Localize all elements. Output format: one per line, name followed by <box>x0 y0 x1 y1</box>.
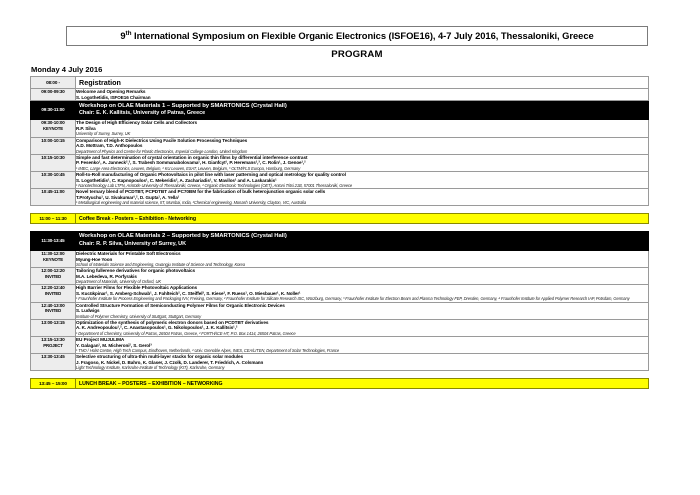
talk-row <box>31 285 649 302</box>
talk-authors: M.A. Lebedeva, R. Porfyrakis <box>76 273 137 279</box>
talk-title: Selective structuring of ultra-thin multi-layer stacks for organic solar modules <box>76 354 244 360</box>
session-chair: Chair: E. K. Kallitsis, University of Patras, Greece <box>79 110 206 117</box>
registration-time: 08:00 - <box>31 77 76 89</box>
talk-title: Dielectric Materials for Printable Soft Electronics <box>76 251 181 256</box>
talk-details <box>76 120 649 137</box>
session-time: 09:30-11:00 <box>31 101 76 120</box>
talk-title: EU Project MUJULIMA <box>76 336 125 342</box>
coffee-break-bar <box>30 213 649 223</box>
break-label: Coffee Break - Posters – Exhibition - Networking <box>76 214 649 223</box>
talk-time: 12:40-13:00 INVITED <box>31 302 76 319</box>
break-time: 11:00 – 11:30 <box>31 214 76 223</box>
talk-authors: S. Logothetidis, ISFOE16 Chairman <box>76 94 151 100</box>
talk-type-badge: INVITED <box>44 290 62 296</box>
talk-title: Welcome and Opening Remarks <box>76 89 146 94</box>
program-table-body-1 <box>31 77 649 206</box>
talk-type-badge: KEYNOTE <box>42 256 64 262</box>
break-time: 13:45 – 15:00 <box>31 379 76 388</box>
talk-title: Comparison of High-K Dielectrics Using Facile Solution Processing Techniques <box>76 137 248 143</box>
talk-authors: A.D. Mottram, T.D. Anthopoulos <box>76 143 143 149</box>
talk-type-badge: INVITED <box>44 308 62 314</box>
talk-type-badge: INVITED <box>44 273 62 279</box>
talk-time: 10:30-10:45 <box>31 171 76 188</box>
talk-time: 12:00-12:20 INVITED <box>31 268 76 285</box>
title-ordinal: 9 <box>120 30 126 41</box>
talk-title: Controlled Structure Formation of Semiconducting Polymer Films for Organic Electronic Devices <box>76 302 285 308</box>
break-row <box>31 214 649 223</box>
session-banner <box>76 101 649 120</box>
talk-time: 11:30-12:00 KEYNOTE <box>31 251 76 268</box>
talk-time: 12:20-12:40 INVITED <box>31 285 76 302</box>
session-banner-row <box>31 101 649 120</box>
talk-affiliation: Light Technology Institute, Karlsruhe Institute of Technology (KIT), Karlsruhe, Germany <box>76 365 225 371</box>
talk-authors: S. Kucükpinar¹, S. Amberg-Schwab¹, J. Fahlteich², C. Steiffel³, S. Kiese³, F. Ruess¹, O. Miesbauer¹, K. Noller¹ <box>76 290 301 296</box>
talk-title: Simple and fast determination of crystal orientation in organic thin films by differential interference contrast <box>76 154 308 160</box>
talk-title: High Barrier Films for Flexible Photovoltaic Applications <box>76 285 198 291</box>
talk-details <box>76 285 649 302</box>
talk-row <box>31 251 649 268</box>
talk-affiliation: ¹ TNO / Holst Centre, High Tech Campus, Eindhoven, Netherlands, ² Univ. Grenoble Alpes, INES, CEA/LITEN, Department of Solar Technologies, France <box>76 348 340 354</box>
talk-affiliation: Department of Physics and Centre for Plastic Electronics, Imperial College London, United Kingdom <box>76 148 248 154</box>
talk-time: 10:15-10:30 <box>31 154 76 171</box>
talk-affiliation: ¹ Metallurgical engineering and material science, IIT, Mumbai, India, ²Chemical engineering, Monash University, Clayton, VIC, Australia <box>76 200 307 206</box>
talk-row <box>31 302 649 319</box>
session-chair: Chair: R. P. Silva, University of Surrey, UK <box>79 240 187 247</box>
talk-row <box>31 120 649 137</box>
session-title: Workshop on OLAE Materials 2 – Supported by SMARTONICS (Crystal Hall) <box>79 233 287 240</box>
talk-authors: Myung-Hoe Yoon <box>76 256 113 262</box>
talk-row <box>31 268 649 285</box>
session-time: 11:30-13:45 <box>31 231 76 250</box>
talk-details <box>76 89 649 101</box>
talk-authors: P. Fesenko¹, A. Janneck²,³, S. Trabesh Sommanabolovama¹, H. Gianfcyt¹, P. Heremans¹,³, C. Rolin¹, J. Genoe¹,² <box>76 160 306 166</box>
talk-row <box>31 336 649 353</box>
session-banner <box>76 231 649 250</box>
talk-authors: S. Ludwigs <box>76 308 100 314</box>
program-heading: PROGRAM <box>331 49 383 60</box>
break-label: LUNCH BREAK – POSTERS – EXHIBITION – NETWORKING <box>76 379 649 388</box>
registration-row <box>31 77 649 89</box>
talk-time: 09:30-10:00 KEYNOTE <box>31 120 76 137</box>
talk-time: 13:15-13:30 PROJECT <box>31 336 76 353</box>
session-title: Workshop on OLAE Materials 1 – Supported by SMARTONICS (Crystal Hall) <box>79 102 287 109</box>
session-banner-row <box>31 231 649 250</box>
talk-time: 10:00-10:15 <box>31 137 76 154</box>
talk-time: 13:00-13:15 <box>31 319 76 336</box>
talk-details <box>76 268 649 285</box>
talk-row <box>31 171 649 188</box>
talk-details <box>76 319 649 336</box>
talk-row <box>31 354 649 371</box>
registration-label: Registration <box>76 77 649 89</box>
talk-affiliation: University of Surrey, Surrey, UK <box>76 131 131 137</box>
program-table-morning <box>30 76 649 206</box>
talk-row <box>31 154 649 171</box>
talk-affiliation: ¹ Department of Chemistry, University of Patras, 26504 Patras, Greece, ² FORTH/ICE-HT, P.O. Box 1414, 26504 Patras, Greece <box>76 330 296 336</box>
talk-row <box>31 137 649 154</box>
lunch-break-bar <box>30 378 649 388</box>
break-row <box>31 379 649 388</box>
talk-row <box>31 189 649 206</box>
program-table-body-2 <box>31 231 649 371</box>
talk-title: The Design of High Efficiency Solar Cells and Collectors <box>76 120 198 126</box>
program-table-midday <box>30 231 649 372</box>
symposium-title <box>66 26 648 46</box>
program-date: Monday 4 July 2016 <box>31 65 103 74</box>
talk-time: 10:45-11:00 <box>31 189 76 206</box>
talk-time: 13:30-13:45 <box>31 354 76 371</box>
talk-authors: A. K. Andreopoulou¹,², C. Anastasopoulos¹, G. Nikolopoulos¹, J. K. Kallitsis¹,² <box>76 325 238 331</box>
talk-title: Tailoring fullerene derivatives for organic photovoltaics <box>76 268 196 274</box>
talk-row <box>31 319 649 336</box>
talk-details <box>76 189 649 206</box>
talk-title: Roll-to-Roll manufacturing of Organic Photovoltaics in pilot line with laser patterning and optical metrology for quality control <box>76 171 346 177</box>
title-text: International Symposium on Flexible Organic Electronics (ISFOE16), 4-7 July 2016, Thessaloniki, Greece <box>131 30 594 41</box>
talk-details <box>76 302 649 319</box>
talk-affiliation: ¹ Nanotechnology Lab LTFN, Aristotle University of Thessaloniki, Greece, ² Organic Electronic Technologies (OET), Antoni Tritsi 21B, 57001 Thessaloniki, Greece <box>76 183 353 189</box>
talk-affiliation: School of Materials Science and Engineering, Gwangju Institute of Science and Technology, Korea <box>76 262 245 268</box>
talk-details <box>76 154 649 171</box>
talk-type-badge: KEYNOTE <box>42 125 64 131</box>
talk-affiliation: ¹ IMEC, Large Area Electronics, Leuven, Belgium, ² KU Leuven, ESAT, Leuven, Belgium, ³ OLTM/FLS Europa, Hamburg, Germany <box>76 165 301 171</box>
talk-affiliation: Institute of Polymer Chemistry, University of Stuttgart, Stuttgart, Germany <box>76 313 202 319</box>
talk-time: 09:00-09:30 <box>31 89 76 101</box>
talk-type-badge: PROJECT <box>43 342 63 348</box>
talk-affiliation: Department of Materials, University of Oxford, UK <box>76 279 161 285</box>
talk-affiliation: ¹ Fraunhofer Institute for Process Engineering and Packaging IVV, Freising, Germany, ² Fraunhofer Institute for Silicate Research ISC, Würzburg, Germany, ³ Fraunhofer Institute for Electron Beam and Plasma Technology FEP, Dresden, Germany, ⁴ Fraunhofer Institute for Applied Polymer Research IAP, Potsdam, Germany <box>76 296 630 302</box>
talk-details <box>76 137 649 154</box>
talk-authors: T.Protyuchu¹, U. Sivakumar¹,², D. Gupta¹, A. Yella¹ <box>76 194 180 200</box>
talk-authors: S. Logothetidis¹, C. Kapnopoulos¹, C. Mekeridis², A. Zachariadis¹, V. Mavilos¹ and A. Laskarakis¹ <box>76 177 277 183</box>
talk-row <box>31 89 649 101</box>
talk-details <box>76 171 649 188</box>
talk-authors: R.P. Silva <box>76 125 96 131</box>
talk-details <box>76 251 649 268</box>
talk-title: Optimization of the synthesis of polymeric electron donors based on PCDTBT derivatives <box>76 319 269 325</box>
talk-details <box>76 354 649 371</box>
talk-authors: J. Fragoso, K. Nickel, D. Bahro, K. Glaser, J. Czolk, D. Landerer, T. Friedrich, A. Colsmann <box>76 359 264 365</box>
title-ordinal-suffix: th <box>125 29 132 37</box>
talk-details <box>76 336 649 353</box>
talk-authors: Y. Galagan¹, M. Micheroni², S. Gerol³ <box>76 342 152 348</box>
talk-title: Novel ternary blend of PCDTBT, PCPDTBT and PC70BM for the fabrication of bulk heterojunction organic solar cells <box>76 189 326 195</box>
